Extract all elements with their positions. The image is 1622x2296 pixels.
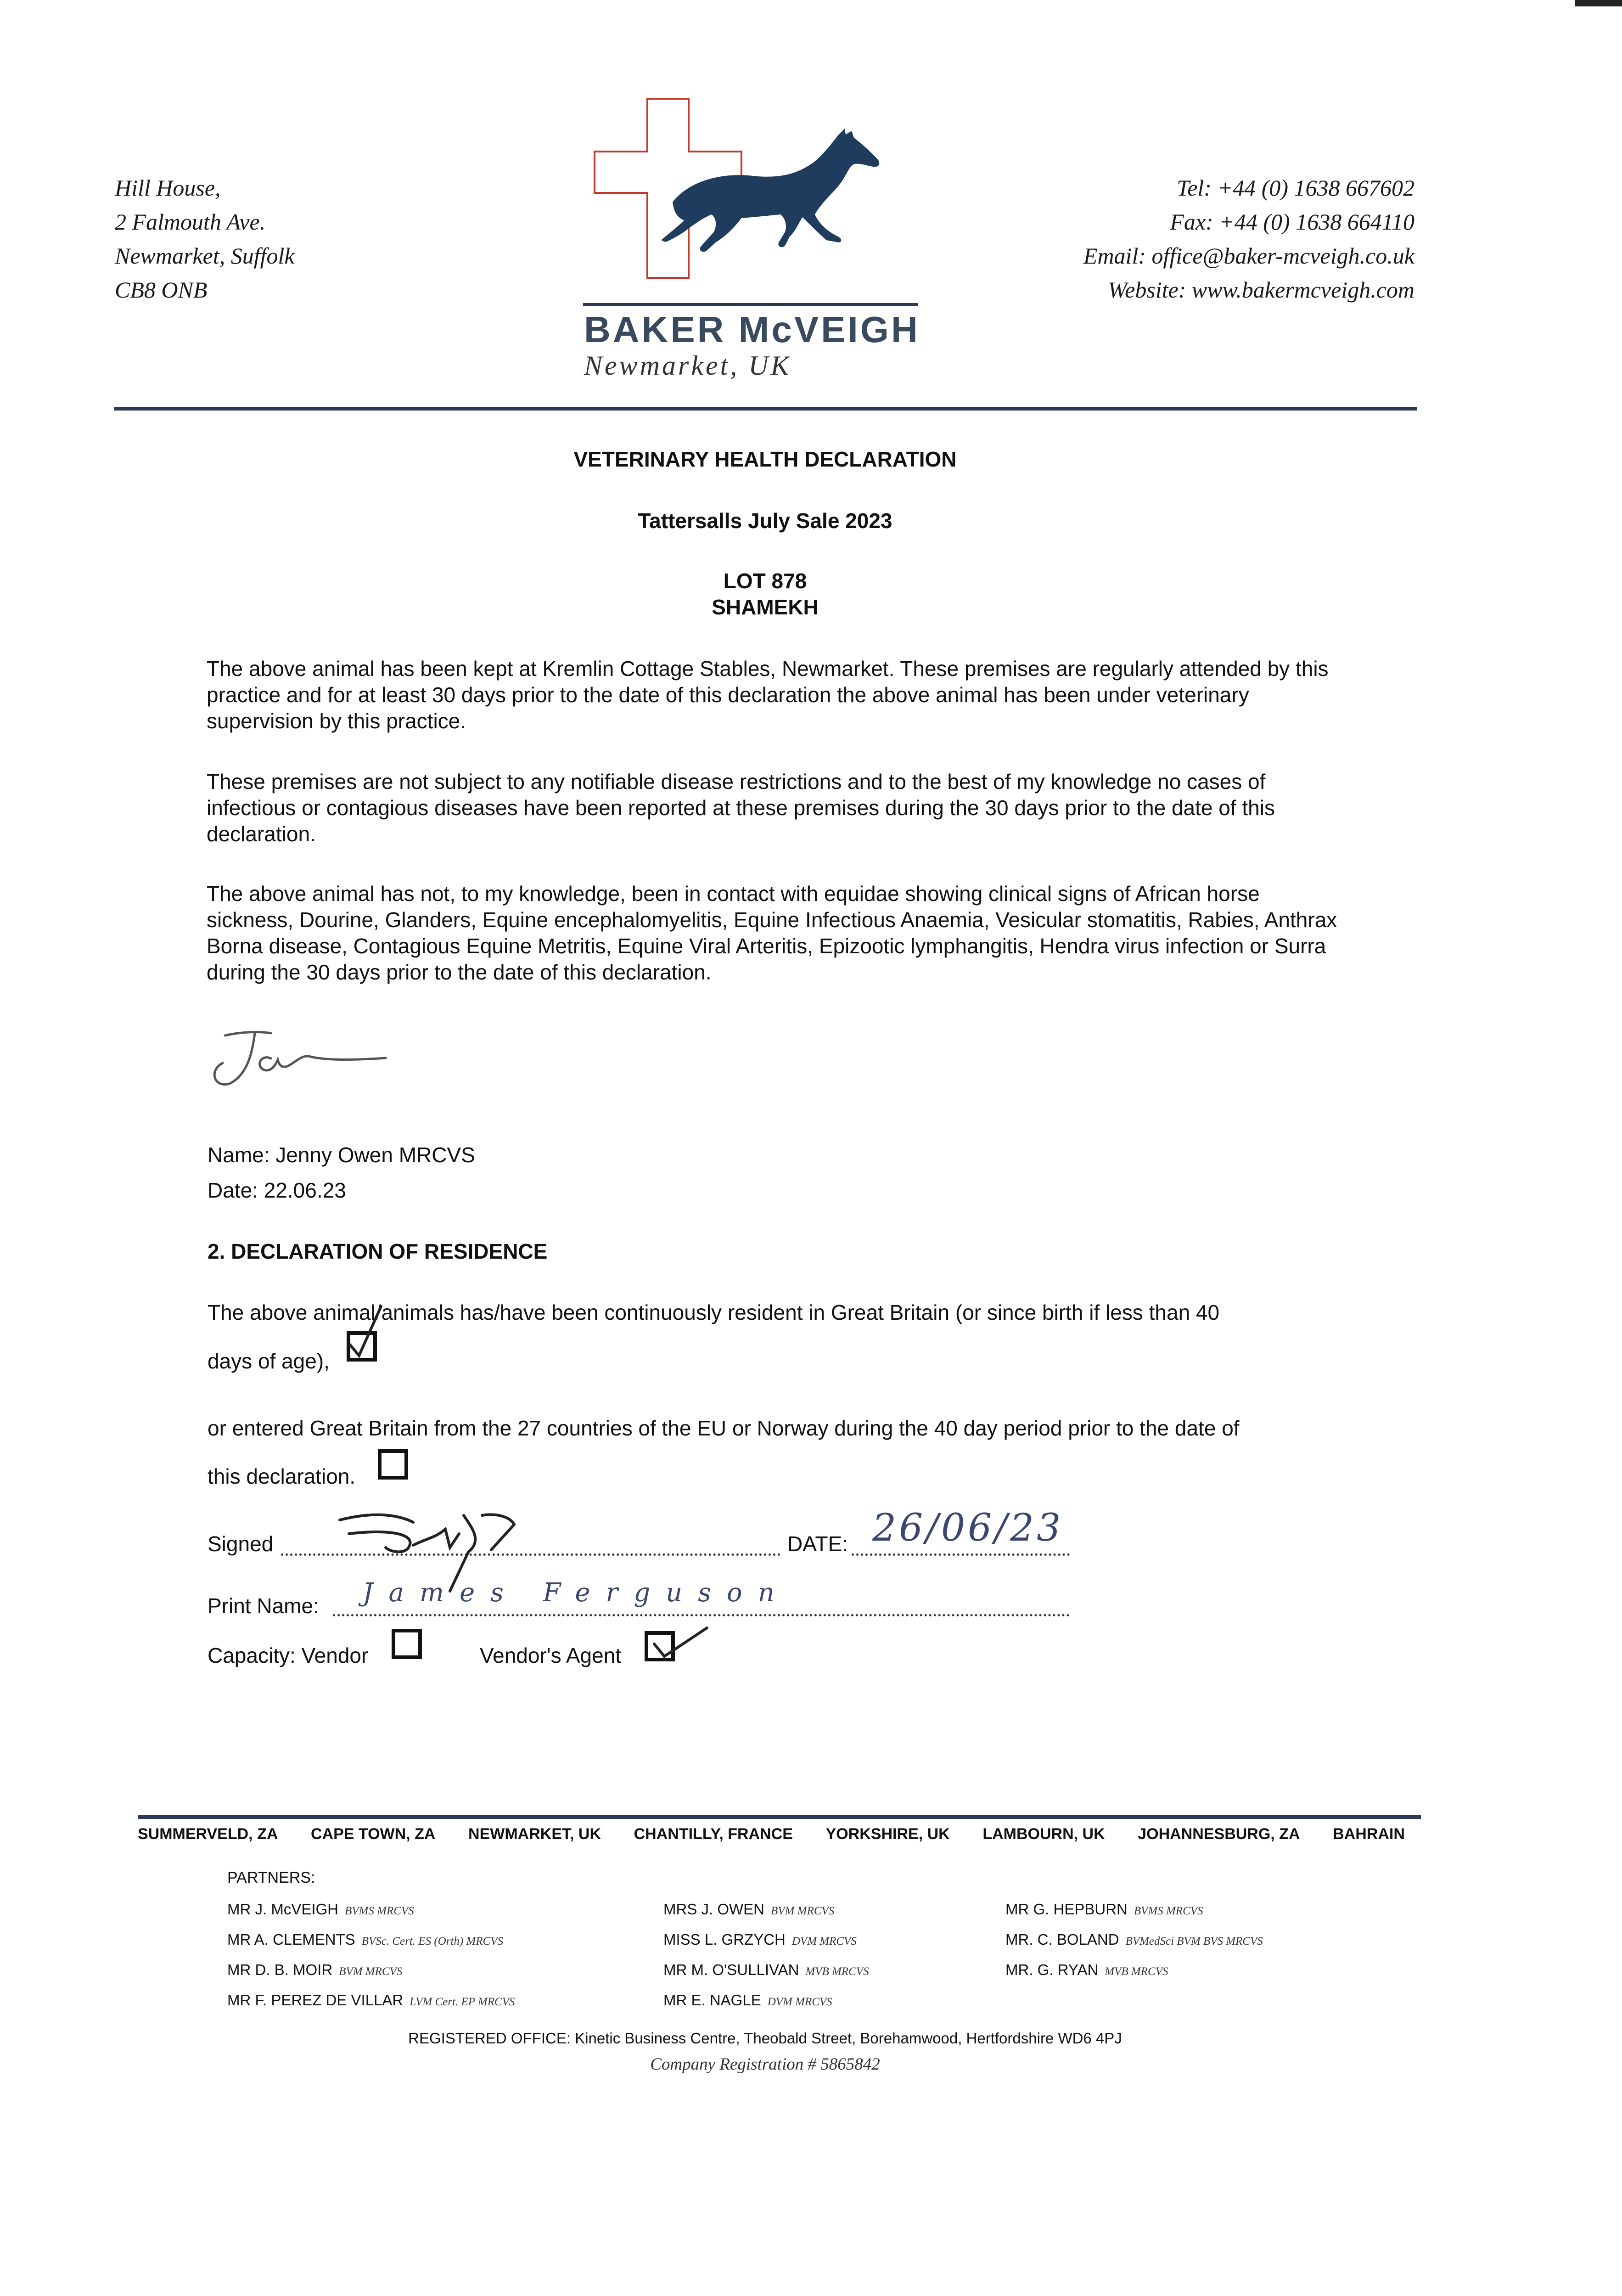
vendor-checkbox[interactable]	[392, 1629, 422, 1659]
tick-mark-icon	[340, 1304, 390, 1368]
partner-entry	[663, 1986, 869, 2016]
sale-name: Tattersalls July Sale 2023	[638, 509, 892, 533]
location-item: YORKSHIRE, UK	[825, 1825, 950, 1843]
partners-column-1	[227, 1895, 515, 2016]
partner-entry	[1005, 1925, 1263, 1956]
partner-entry	[227, 1925, 515, 1956]
lot-number: LOT 878	[723, 569, 807, 593]
print-name-line	[333, 1614, 1070, 1616]
capacity-vendor-label: Capacity: Vendor	[208, 1643, 369, 1667]
partner-qualification: BVM MRCVS	[771, 1905, 835, 1917]
partner-qualification: MVB MRCVS	[805, 1965, 869, 1978]
galloping-horse-icon	[661, 129, 879, 252]
partner-name: MR E. NAGLE	[663, 1992, 761, 2009]
signature-date: 26/06/23	[872, 1506, 1064, 1550]
residence-option2-line2: this declaration.	[208, 1464, 356, 1488]
partner-qualification: BVMS MRCVS	[345, 1905, 414, 1917]
partner-name: MR D. B. MOIR	[227, 1961, 333, 1978]
date-line	[852, 1553, 1070, 1556]
partner-entry	[663, 1895, 869, 1925]
partner-qualification: MVB MRCVS	[1105, 1965, 1168, 1978]
partner-name: MRS J. OWEN	[663, 1901, 764, 1918]
fax-line: Fax: +44 (0) 1638 664110	[1170, 209, 1414, 235]
partner-name: MR M. O'SULLIVAN	[663, 1961, 799, 1978]
date-label: DATE:	[787, 1532, 848, 1556]
location-item: LAMBOURN, UK	[982, 1825, 1105, 1843]
residence-option1-line2: days of age),	[208, 1349, 330, 1373]
office-locations	[138, 1825, 1405, 1843]
paragraph-supervision: The above animal has been kept at Kremlin Cottage Stables, Newmarket. These premises are regularly attended by this practice and for at least 30 days prior to the date of this declaration the above animal has been under veterinary supervision by this practice.	[207, 657, 1329, 733]
address-line: Newmarket, Suffolk	[115, 243, 295, 269]
partner-qualification: DVM MRCVS	[791, 1935, 857, 1947]
partner-entry	[1005, 1956, 1263, 1986]
location-item: CAPE TOWN, ZA	[311, 1825, 436, 1843]
vet-signature	[202, 1019, 395, 1097]
partner-name: MR G. HEPBURN	[1005, 1901, 1128, 1918]
address-line: 2 Falmouth Ave.	[115, 209, 266, 235]
partner-name: MR F. PEREZ DE VILLAR	[227, 1992, 404, 2009]
company-registration: Company Registration # 5865842	[650, 2055, 880, 2074]
phone-line: Tel: +44 (0) 1638 667602	[1177, 175, 1414, 201]
address-line: CB8 ONB	[115, 277, 208, 303]
vet-date: Date: 22.06.23	[208, 1178, 346, 1202]
location-item: CHANTILLY, FRANCE	[634, 1825, 793, 1843]
company-contact	[1083, 171, 1414, 307]
location-item: JOHANNESBURG, ZA	[1138, 1825, 1300, 1843]
partners-column-2	[663, 1895, 869, 2016]
location-item: BAHRAIN	[1333, 1825, 1405, 1843]
horse-name: SHAMEKH	[712, 595, 819, 619]
partner-qualification: BVMS MRCVS	[1134, 1905, 1203, 1917]
eu-entry-checkbox[interactable]	[378, 1449, 408, 1480]
location-item: SUMMERVELD, ZA	[138, 1825, 278, 1843]
partner-name: MR J. McVEIGH	[227, 1901, 339, 1918]
signed-label: Signed	[208, 1532, 274, 1556]
brand-location: Newmarket, UK	[584, 350, 791, 381]
partner-qualification: LVM Cert. EP MRCVS	[410, 1996, 515, 2008]
partner-qualification: DVM MRCVS	[767, 1996, 832, 2008]
paragraph-premises: These premises are not subject to any notifiable disease restrictions and to the best of my knowledge no cases of infectious or contagious diseases have been reported at these premises during the 30 days prior to the date of this declaration.	[207, 770, 1275, 846]
partners-title: PARTNERS:	[227, 1869, 315, 1886]
company-address	[115, 171, 295, 307]
paragraph-contact: The above animal has not, to my knowledge, been in contact with equidae showing clinical signs of African horse sickness, Dourine, Glanders, Equine encephalomyelitis, Equine Infectious Anaemia, Vesicular stomatitis, Rabies, Anthrax Borna disease, Contagious Equine Metritis, Equine Viral Arteritis, Epizootic lymphangitis, Hendra virus infection or Surra during the 30 days prior to the date of this declaration.	[207, 882, 1337, 984]
residence-option1-line1: The above animal/animals has/have been continuously resident in Great Britain (or since birth if less than 40	[208, 1300, 1220, 1324]
partner-qualification: BVSc. Cert. ES (Orth) MRCVS	[361, 1935, 503, 1947]
partner-name: MR A. CLEMENTS	[227, 1931, 355, 1948]
partner-entry	[227, 1986, 515, 2016]
partner-name: MR. G. RYAN	[1005, 1961, 1099, 1978]
vendor-agent-label: Vendor's Agent	[480, 1643, 622, 1667]
registered-office: REGISTERED OFFICE: Kinetic Business Centre, Theobald Street, Borehamwood, Hertfordshire WD6 4PJ	[408, 2030, 1122, 2047]
residence-option2-line1: or entered Great Britain from the 27 countries of the EU or Norway during the 40 day period prior to the date of	[208, 1416, 1240, 1440]
partner-name: MISS L. GRZYCH	[663, 1931, 786, 1948]
document-title: VETERINARY HEALTH DECLARATION	[573, 447, 957, 471]
agent-tick-mark-icon	[640, 1619, 714, 1669]
footer-rule	[138, 1815, 1421, 1819]
address-line: Hill House,	[115, 175, 221, 201]
partners-column-3	[1005, 1895, 1263, 1986]
location-item: NEWMARKET, UK	[468, 1825, 601, 1843]
partner-entry	[663, 1925, 869, 1956]
logo-underline	[583, 303, 918, 306]
company-logo	[583, 94, 918, 310]
vet-name: Name: Jenny Owen MRCVS	[208, 1143, 475, 1167]
partner-entry	[663, 1956, 869, 1986]
email-line: Email: office@baker-mcveigh.co.uk	[1083, 243, 1414, 269]
partner-entry	[1005, 1895, 1263, 1925]
partner-entry	[227, 1895, 515, 1925]
website-line: Website: www.bakermcveigh.com	[1108, 277, 1414, 303]
residence-heading: 2. DECLARATION OF RESIDENCE	[208, 1239, 548, 1263]
partner-name: MR. C. BOLAND	[1005, 1931, 1119, 1948]
partner-qualification: BVM MRCVS	[339, 1965, 403, 1978]
scan-edge-mark	[1575, 0, 1622, 6]
print-name-value: James Ferguson	[363, 1578, 790, 1608]
brand-name: BAKER McVEIGH	[584, 309, 920, 350]
header-rule	[114, 407, 1417, 411]
partner-entry	[227, 1956, 515, 1986]
partner-qualification: BVMedSci BVM BVS MRCVS	[1125, 1935, 1263, 1947]
print-name-label: Print Name:	[208, 1594, 319, 1618]
